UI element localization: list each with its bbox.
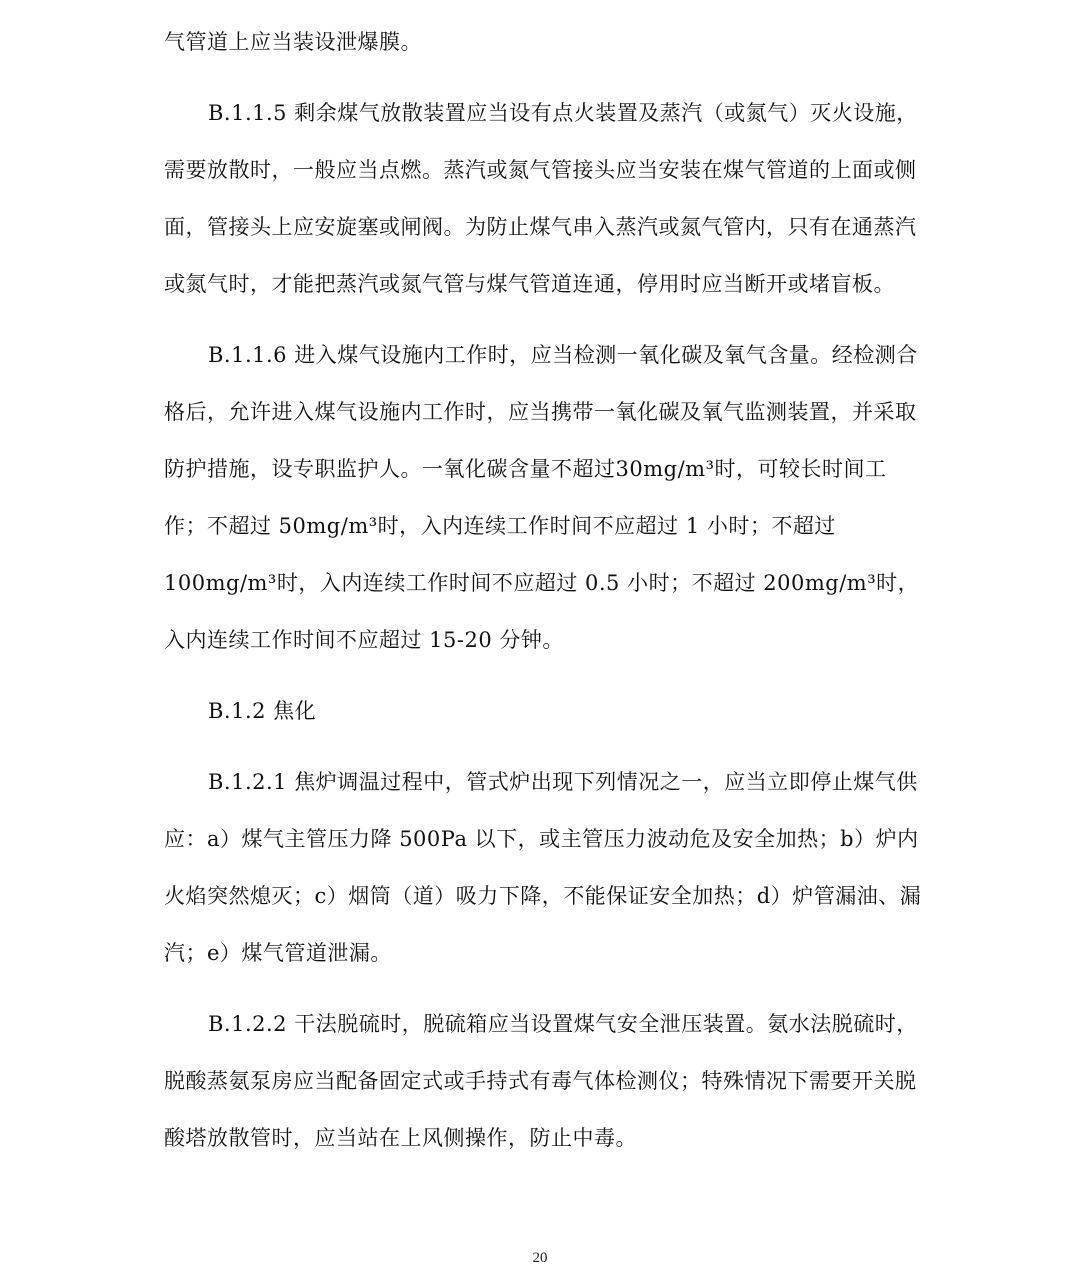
page-number: 20 xyxy=(532,1250,548,1266)
paragraph-continuation: 气管道上应当装设泄爆膜。 xyxy=(164,30,422,54)
paragraph-b-1-1-6: B.1.1.6 进入煤气设施内工作时，应当检测一氧化碳及氧气含量。经检测合格后，允许进入煤气设施内工作时，应当携带一氧化碳及氧气监测装置，并采取防护措施，设专职监护人。一氧化碳含量不超过30mg/m³时，可较长时间工作；不超过 50mg/m³时，入内连续工作时间不应超过 1 小时；不超过 100mg/m³时，入内连续工作时间不应超过 0.5 小时；不超过 200mg/m³时，入内连续工作时间不应超过 15-20 分钟。 xyxy=(164,343,920,652)
paragraph-b-1-1-5: B.1.1.5 剩余煤气放散装置应当设有点火装置及蒸汽（或氮气）灭火设施，需要放散时，一般应当点燃。蒸汽或氮气管接头应当安装在煤气管道的上面或侧面，管接头上应安旋塞或闸阀。为防止煤气串入蒸汽或氮气管内，只有在通蒸汽或氮气时，才能把蒸汽或氮气管与煤气管道连通，停用时应当断开或堵盲板。 xyxy=(164,101,918,296)
paragraph-b-1-2-2: B.1.2.2 干法脱硫时，脱硫箱应当设置煤气安全泄压装置。氨水法脱硫时，脱酸蒸氨泵房应当配备固定式或手持式有毒气体检测仪；特殊情况下需要开关脱酸塔放散管时，应当站在上风侧操作，防止中毒。 xyxy=(164,1012,918,1150)
section-heading-b-1-2: B.1.2 焦化 xyxy=(208,699,317,723)
body-text xyxy=(164,14,924,1167)
paragraph-b-1-2-1: B.1.2.1 焦炉调温过程中，管式炉出现下列情况之一，应当立即停止煤气供应：a）煤气主管压力降 500Pa 以下，或主管压力波动危及安全加热；b）炉内火焰突然熄灭；c）烟筒（道）吸力下降，不能保证安全加热；d）炉管漏油、漏汽；e）煤气管道泄漏。 xyxy=(164,770,922,965)
